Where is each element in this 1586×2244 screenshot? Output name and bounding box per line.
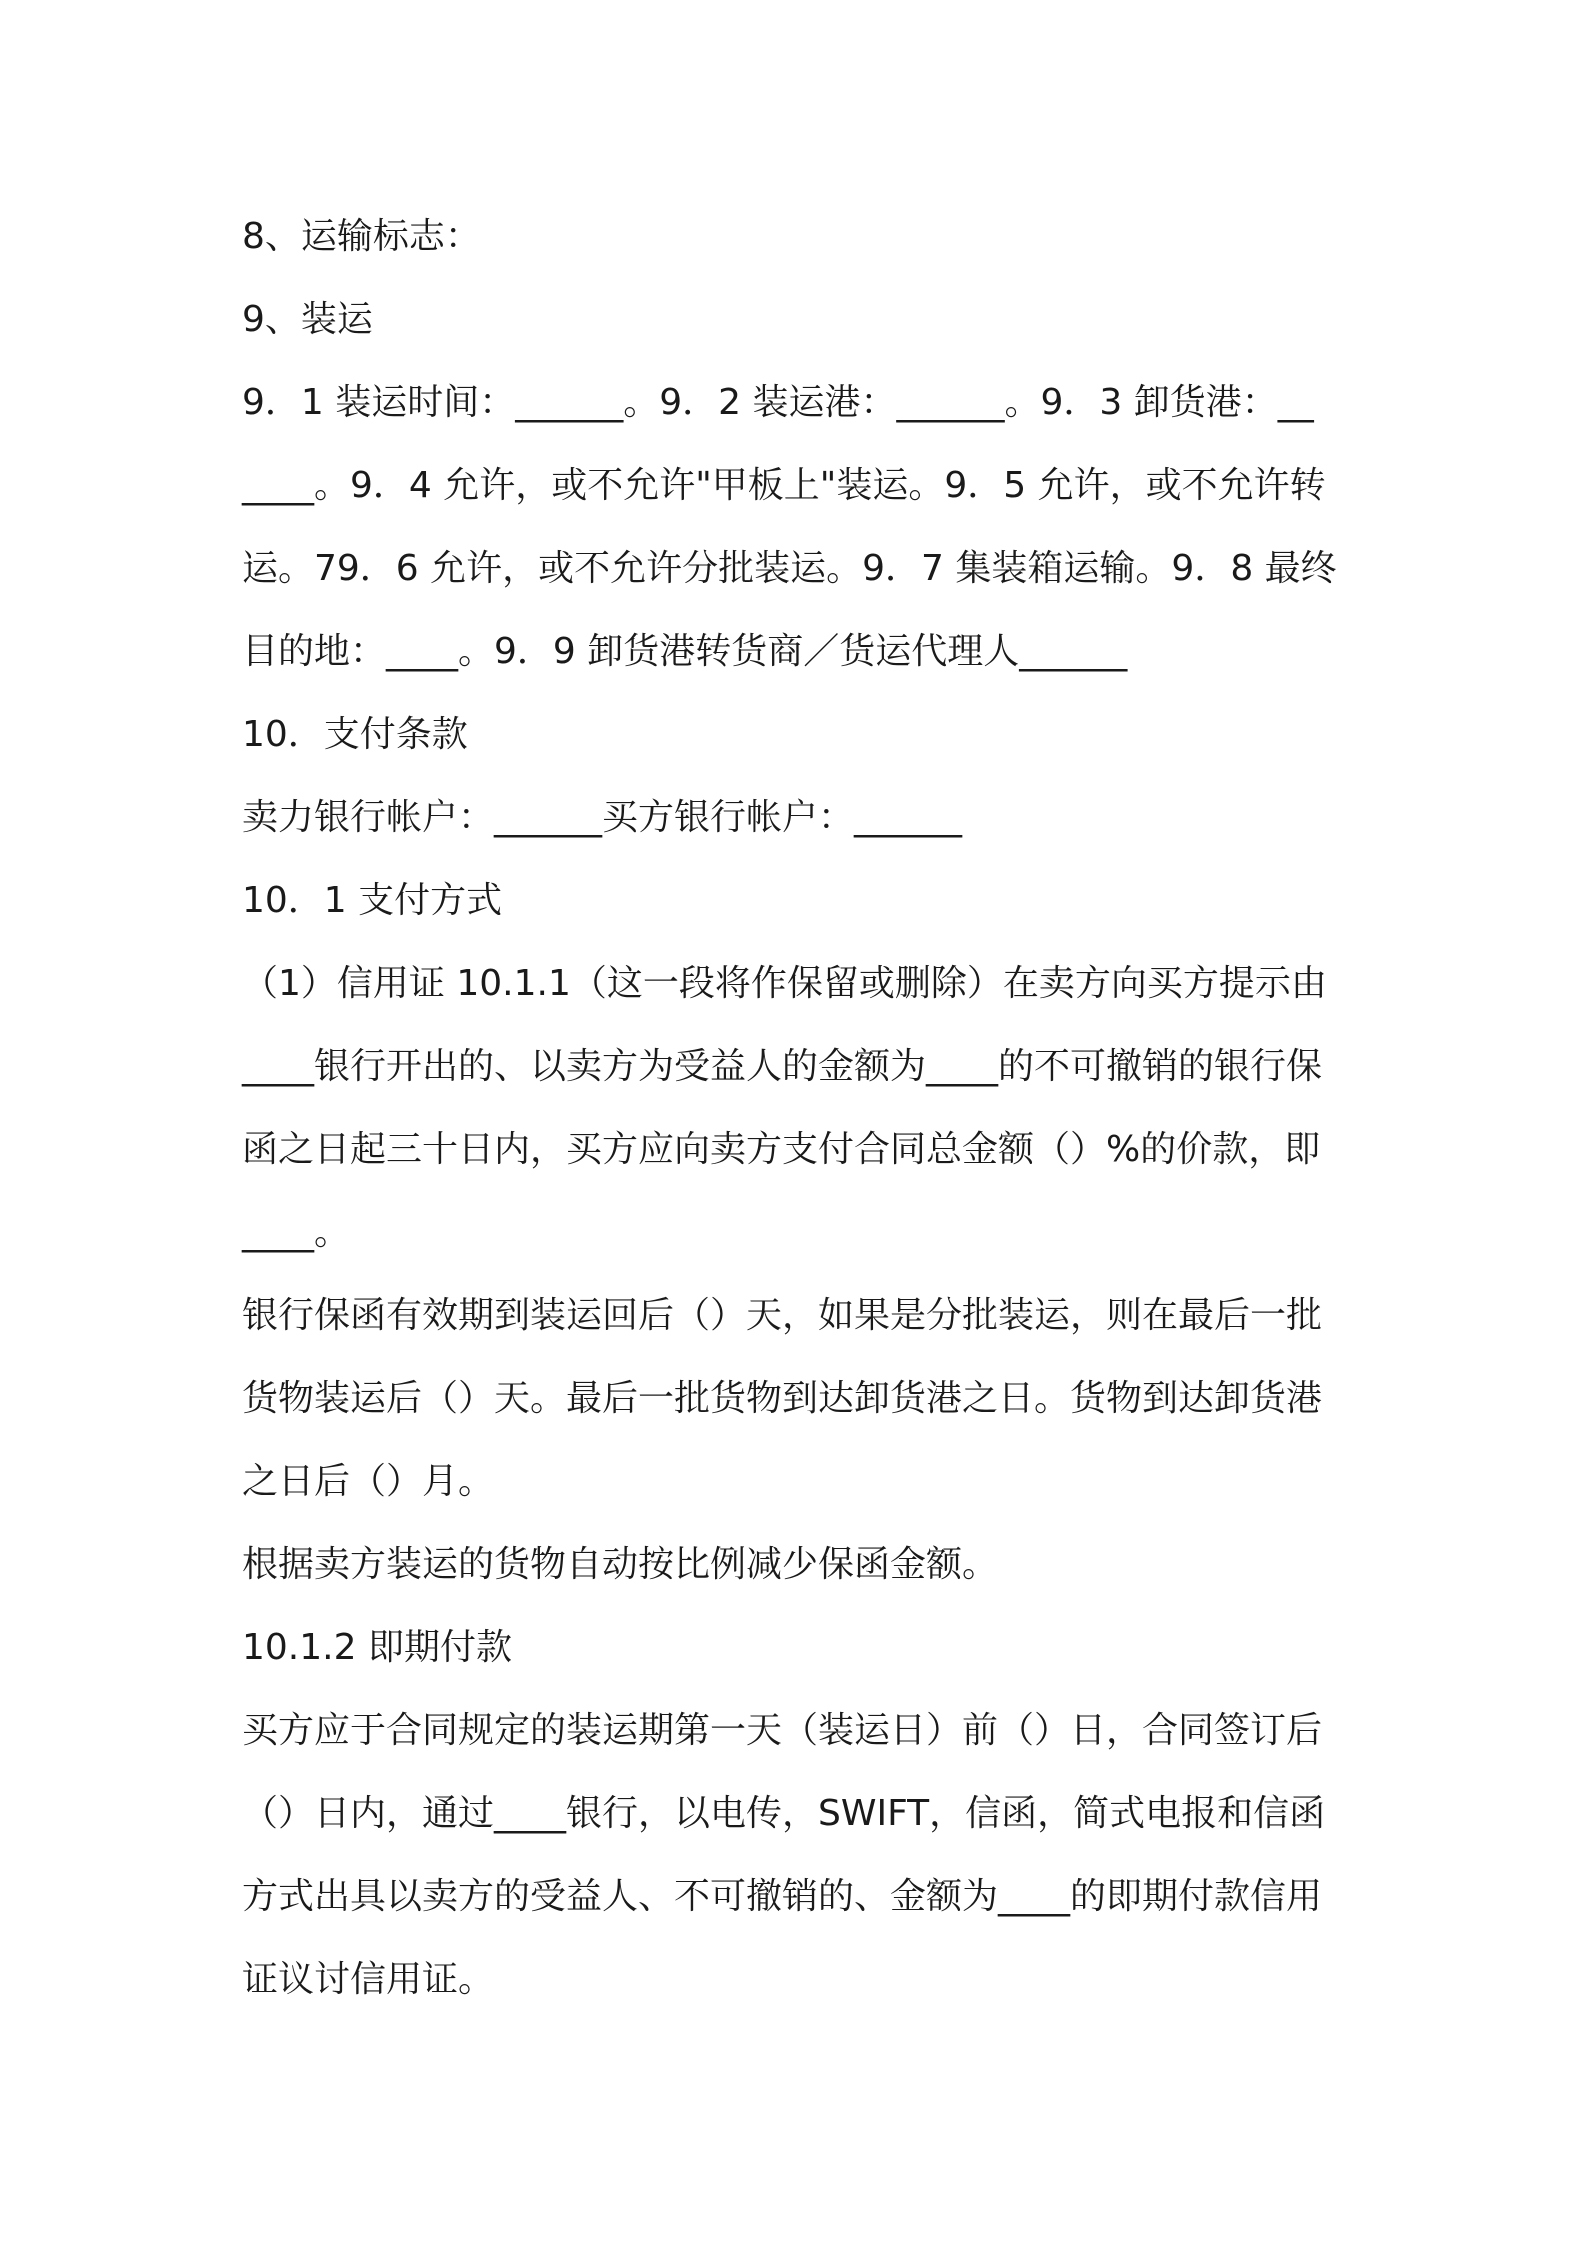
paragraph-line: 货物装运后（）天。最后一批货物到达卸货港之日。货物到达卸货港 [242,1378,1323,1419]
section-heading-payment-method: 10．1 支付方式 [242,880,503,921]
section-heading-sight-payment: 10.1.2 即期付款 [242,1627,512,1668]
paragraph-line: 目的地：____。9．9 卸货港转货商／货运代理人______ [242,631,1128,672]
paragraph-line: 卖力银行帐户：______买方银行帐户：______ [242,797,963,838]
section-heading-shipment: 9、装运 [242,299,373,340]
paragraph-line: ____银行开出的、以卖方为受益人的金额为____的不可撤销的银行保 [242,1046,1323,1087]
section-heading-shipping-marks: 8、运输标志： [242,216,481,257]
paragraph-line: 根据卖方装运的货物自动按比例减少保函金额。 [242,1544,999,1585]
paragraph-line: （1）信用证 10.1.1（这一段将作保留或删除）在卖方向买方提示由 [242,963,1327,1004]
document-body [242,195,1352,2021]
paragraph-line: 银行保函有效期到装运回后（）天，如果是分批装运，则在最后一批 [242,1295,1323,1336]
paragraph-line: 9．1 装运时间：______。9．2 装运港：______。9．3 卸货港：__ [242,382,1314,423]
paragraph-line: 方式出具以卖方的受益人、不可撤销的、金额为____的即期付款信用 [242,1876,1323,1917]
paragraph-line: 运。79．6 允许，或不允许分批装运。9．7 集装箱运输。9．8 最终 [242,548,1337,589]
section-heading-payment-terms: 10．支付条款 [242,714,468,755]
paragraph-line: 之日后（）月。 [242,1461,495,1502]
paragraph-line: 函之日起三十日内，买方应向卖方支付合同总金额（）%的价款，即 [242,1129,1321,1170]
paragraph-line: （）日内，通过____银行，以电传，SWIFT，信函，简式电报和信函 [242,1793,1326,1834]
paragraph-line: 买方应于合同规定的装运期第一天（装运日）前（）日，合同签订后 [242,1710,1323,1751]
paragraph-line: ____。9．4 允许，或不允许"甲板上"装运。9．5 允许，或不允许转 [242,465,1326,506]
paragraph-line: 证议讨信用证。 [242,1959,495,2000]
paragraph-line: ____。 [242,1212,351,1253]
